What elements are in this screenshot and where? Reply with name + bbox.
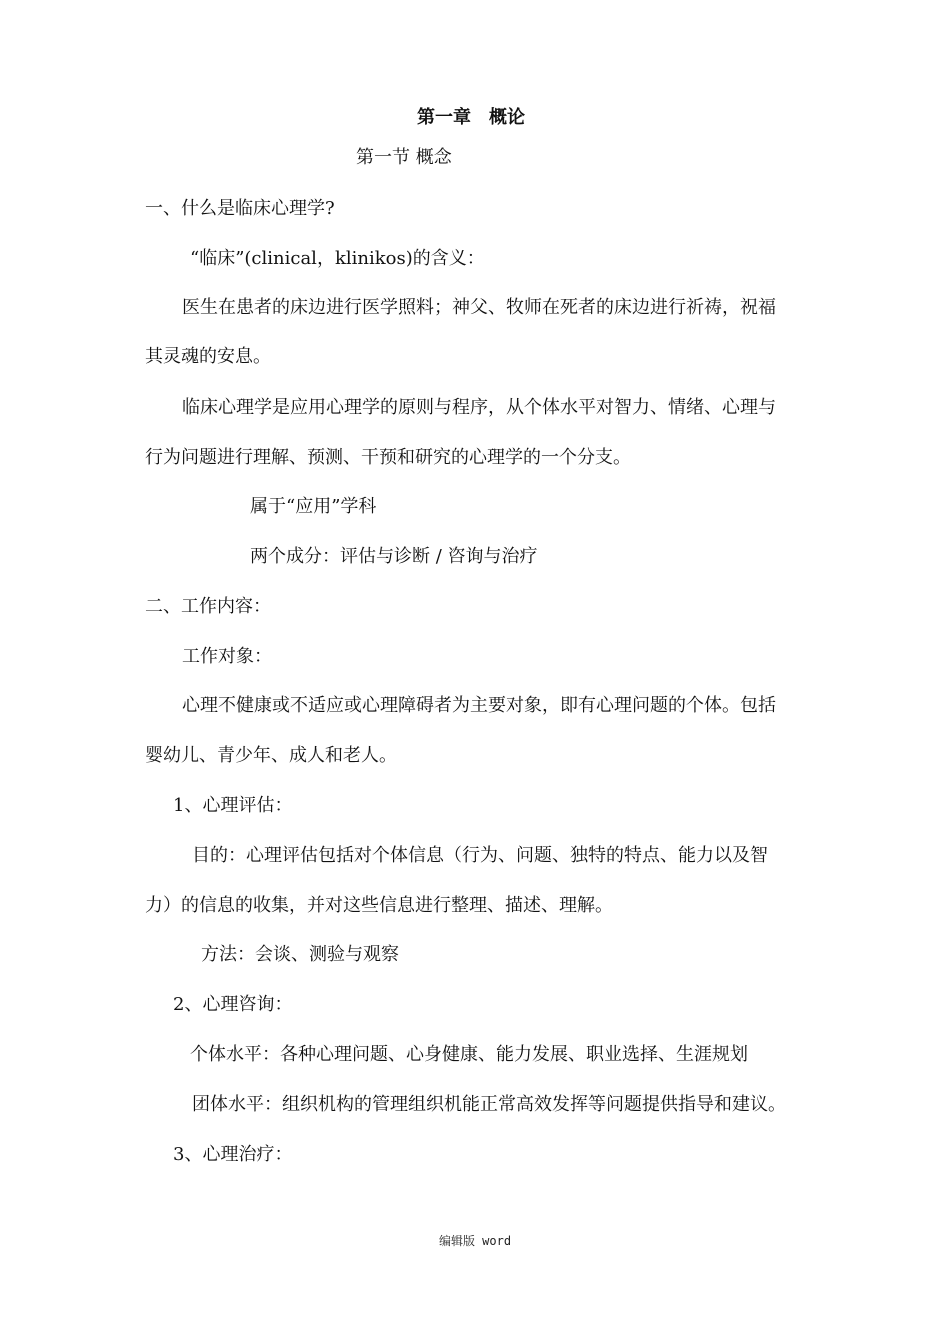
item2-individual-level: 个体水平：各种心理问题、心身健康、能力发展、职业选择、生涯规划 [190,1044,748,1065]
page-footer: 编辑版 word [438,1234,512,1248]
item2-heading: 2、心理咨询： [173,994,293,1015]
two-components-text: 两个成分：评估与诊断 / 咨询与治疗 [250,546,538,567]
meaning-paragraph-line2: 其灵魂的安息。 [145,346,271,367]
clinical-meaning-label: “临床”(clinical，klinikos)的含义： [190,248,485,269]
item1-purpose-line2: 力）的信息的收集，并对这些信息进行整理、描述、理解。 [145,895,613,916]
heading-what-is-clinical-psychology: 一、什么是临床心理学? [145,198,335,219]
item2-group-level: 团体水平：组织机构的管理组织机能正常高效发挥等问题提供指导和建议。 [192,1094,786,1115]
definition-paragraph-line1: 临床心理学是应用心理学的原则与程序，从个体水平对智力、情绪、心理与 [182,397,776,418]
work-object-label: 工作对象： [182,646,272,667]
item1-heading: 1、心理评估： [173,795,293,816]
heading-work-content: 二、工作内容： [145,596,271,617]
item3-heading: 3、心理治疗： [173,1144,293,1165]
meaning-paragraph-line1: 医生在患者的床边进行医学照料；神父、牧师在死者的床边进行祈祷，祝福 [182,297,776,318]
chapter-title: 第一章 概论 [417,107,525,128]
item1-purpose-line1: 目的：心理评估包括对个体信息（行为、问题、独特的特点、能力以及智 [192,845,768,866]
work-object-line2: 婴幼儿、青少年、成人和老人。 [145,745,397,766]
definition-paragraph-line2: 行为问题进行理解、预测、干预和研究的心理学的一个分支。 [145,447,631,468]
applied-subject-text: 属于“应用”学科 [250,496,377,517]
section-title: 第一节 概念 [356,147,452,168]
work-object-line1: 心理不健康或不适应或心理障碍者为主要对象，即有心理问题的个体。包括 [182,695,776,716]
item1-method: 方法：会谈、测验与观察 [201,944,399,965]
